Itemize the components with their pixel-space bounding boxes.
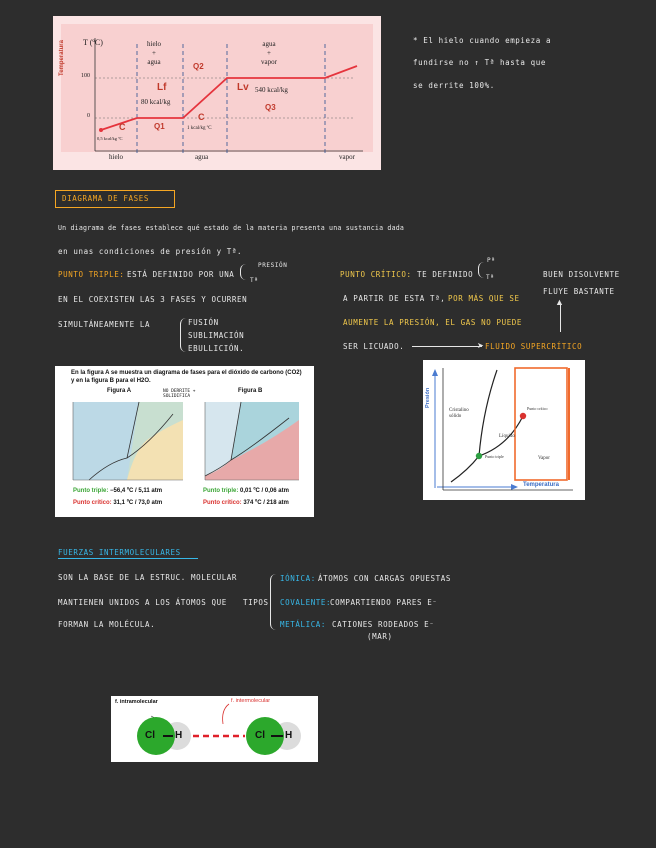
fuerzas-line-2: MANTIENEN UNIDOS A LOS ÁTOMOS QUE — [58, 598, 227, 607]
tick-100: 100 — [81, 73, 90, 79]
type-ionica-desc: ÁTOMOS CON CARGAS OPUESTAS — [318, 574, 451, 583]
atom-cl-2: Cl — [255, 730, 265, 741]
figure-co2-h2o — [55, 366, 314, 517]
process-ebullicion: EBULLICIÓN. — [188, 344, 245, 353]
solvent-line-1: BUEN DISOLVENTE — [543, 270, 620, 279]
b-critical-row: Punto crítico: 374 ºC / 218 atm — [203, 500, 289, 506]
arrow-head-icon: ➤ — [477, 341, 484, 350]
critical-pressure: Pª — [487, 257, 496, 264]
fuerzas-line-1: SON LA BASE DE LA ESTRUC. MOLECULAR — [58, 573, 238, 582]
type-metalica-extra: (MAR) — [367, 632, 393, 641]
intramolecular-label: f. intramolecular — [115, 699, 158, 705]
phase-critical-label: Punto crítico — [527, 406, 548, 411]
phase-solid-label: Cristalino sólido — [449, 408, 469, 419]
triple-point-text: ESTÁ DEFINIDO POR UNA — [127, 270, 235, 279]
figure-b-title: Figura B — [238, 388, 263, 394]
triple-brace — [240, 264, 246, 280]
a-critical-row: Punto crítico: 31,1 ºC / 73,0 atm — [73, 500, 163, 506]
figure-a-plot — [69, 400, 187, 484]
critical-line-2a: A PARTIR DE ESTA Tª, — [343, 294, 446, 303]
c2-value: 1 kcal/kg ºC — [187, 126, 212, 131]
process-brace — [180, 318, 186, 352]
tipos-label: TIPOS — [243, 598, 269, 607]
type-covalente-name: COVALENTE: — [280, 598, 332, 607]
q1-label: Q1 — [154, 122, 165, 131]
critical-temp: Tª — [486, 274, 495, 281]
triple-point-label: PUNTO TRIPLE: — [58, 270, 125, 279]
figure-annotation: NO DERRITE + SOLIDIFICA — [163, 389, 196, 399]
type-ionica-name: IÓNICA: — [280, 574, 316, 583]
critical-line-3: AUMENTE LA PRESIÓN, EL GAS NO PUEDE — [343, 318, 523, 327]
process-fusion: FUSIÓN — [188, 318, 219, 327]
phase-y-label: Presión — [425, 387, 431, 408]
tipos-brace — [270, 574, 277, 630]
intro-line-1: Un diagrama de fases establece qué estado de la materia presenta una sustancia dada — [58, 224, 405, 232]
triple-line-3: SIMULTÁNEAMENTE LA — [58, 320, 151, 329]
fuerzas-line-3: FORMAN LA MOLÉCULA. — [58, 620, 156, 629]
phase-agua-vapor: agua + vapor — [261, 40, 277, 66]
c1-value: 0,5 kcal/kg ºC — [97, 136, 123, 141]
supercritical-fluid: FLUIDO SUPERCRÍTICO — [485, 342, 583, 351]
x-hielo: hielo — [109, 153, 123, 161]
q3-label: Q3 — [265, 103, 276, 112]
note-line-2: fundirse no ↑ Tª hasta que — [413, 58, 546, 67]
up-arrow-icon: ▲ — [555, 297, 564, 307]
tick-0: 0 — [87, 113, 90, 119]
critical-brace — [478, 262, 484, 278]
section-title-underline — [58, 558, 198, 559]
x-vapor: vapor — [339, 153, 355, 161]
q2-label: Q2 — [193, 62, 204, 71]
triple-line-2: EN EL COEXISTEN LAS 3 FASES Y OCURREN — [58, 295, 248, 304]
phase-diagram-figure — [423, 360, 585, 500]
lf-value: 80 kcal/kg — [141, 98, 171, 106]
triple-pressure: PRESIÓN — [258, 262, 288, 269]
critical-point-text: TE DEFINIDO — [417, 270, 474, 279]
type-metalica-desc: CATIONES RODEADOS E⁻ — [332, 620, 435, 629]
phase-liquid-label: Líquido — [499, 434, 515, 439]
critical-line-2b: POR MÁS QUE SE — [448, 294, 520, 303]
type-covalente-desc: COMPARTIENDO PARES E⁻ — [330, 598, 438, 607]
y-title: Temperatura — [59, 40, 65, 76]
process-sublimacion: SUBLIMACIÓN — [188, 331, 245, 340]
intro-line-2: en unas condiciones de presión y Tª. — [58, 247, 243, 256]
atom-h-1: H — [175, 730, 183, 741]
lv-label: Lv — [237, 82, 249, 93]
phase-x-label: Temperatura — [523, 482, 559, 488]
figure-caption: En la figura A se muestra un diagrama de fases para el dióxido de carbono (CO2) y en la figura B para el H2O. — [71, 370, 302, 384]
phase-vapor-label: Vapor — [538, 456, 550, 461]
critical-point-label: PUNTO CRÍTICO: — [340, 270, 412, 279]
lv-value: 540 kcal/kg — [255, 86, 288, 94]
phase-triple-label: Punto triple — [485, 454, 504, 459]
intermolecular-label: f. intermolecular — [231, 698, 271, 704]
phase-diagram-svg — [423, 360, 585, 500]
atom-cl-1: Cl — [145, 730, 155, 741]
b-triple-row: Punto triple: 0,01 ºC / 0,06 atm — [203, 488, 289, 494]
solvent-line-2: FLUYE BASTANTE — [543, 287, 615, 296]
section-title-diagrama: DIAGRAMA DE FASES — [62, 194, 149, 203]
molecule-svg — [111, 696, 318, 762]
arrow-line — [412, 346, 482, 347]
a-triple-row: Punto triple: −56,4 ºC / 5,11 atm — [73, 488, 163, 494]
section-title-fuerzas: FUERZAS INTERMOLECULARES — [58, 548, 181, 557]
up-arrow-line — [560, 304, 561, 332]
critical-line-4: SER LICUADO. — [343, 342, 405, 351]
c2-label: C — [198, 112, 205, 122]
lf-label: Lf — [157, 82, 167, 93]
figure-b-plot — [201, 400, 301, 484]
note-line-3: se derrite 100%. — [413, 81, 495, 90]
phase-hielo-agua: hielo + agua — [147, 40, 161, 66]
triple-temp: Tª — [250, 277, 259, 284]
heating-curve-figure — [53, 16, 381, 170]
note-line-1: * El hielo cuando empieza a — [413, 36, 552, 45]
molecule-figure — [111, 696, 318, 762]
y-axis-label: T (ºC) — [83, 38, 103, 47]
c1-label: C — [119, 122, 126, 132]
type-metalica-name: METÁLICA: — [280, 620, 327, 629]
figure-a-title: Figura A — [107, 388, 132, 394]
x-agua: agua — [195, 153, 209, 161]
atom-h-2: H — [285, 730, 293, 741]
